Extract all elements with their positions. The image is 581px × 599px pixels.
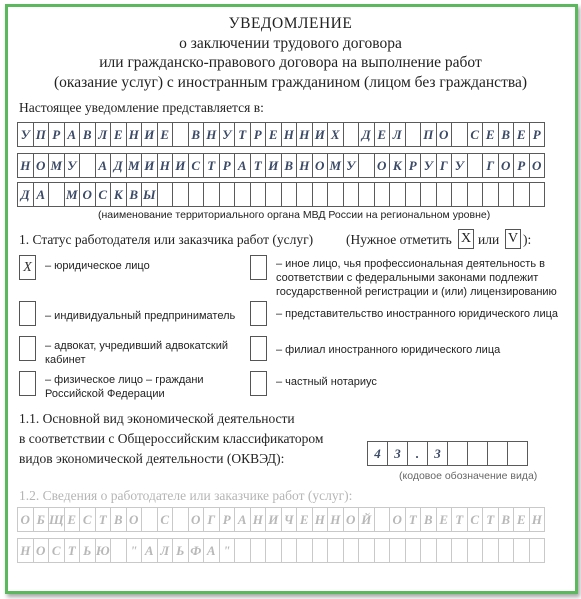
employer-name-cell[interactable]: А [203,538,220,563]
hint-v-mark: V [505,229,521,249]
employer-name-cell[interactable] [513,538,530,563]
employer-name-cell[interactable] [296,538,313,563]
employer-name-cell[interactable]: О [389,507,406,532]
employer-name-cell[interactable]: Е [513,507,530,532]
org-name-cell[interactable]: П [420,122,437,147]
org-name-cell[interactable]: В [188,122,205,147]
org-name-cell[interactable]: К [110,182,127,207]
employer-name-cell[interactable]: Е [64,507,81,532]
org-name-cell[interactable] [172,122,189,147]
org-name-cell[interactable] [529,182,546,207]
org-name-cell[interactable] [405,182,422,207]
org-name-cell[interactable]: Е [513,122,530,147]
employer-name-cell[interactable] [234,538,251,563]
org-name-cell[interactable]: А [95,153,112,178]
org-name-cell[interactable]: С [188,153,205,178]
okved-code-cell[interactable] [467,441,488,466]
org-name-cell[interactable]: У [219,122,236,147]
org-name-cell[interactable] [498,182,515,207]
employer-name-cell[interactable] [265,538,282,563]
org-name-row-1[interactable] [17,122,545,147]
section1-heading: 1. Статус работодателя или заказчика работ (услуг) [19,232,314,247]
org-name-cell[interactable]: О [498,153,515,178]
org-name-cell[interactable]: Н [157,153,174,178]
employer-name-cell[interactable]: Н [327,507,344,532]
hint-x-mark: X [458,229,474,249]
org-name-cell[interactable]: И [141,122,158,147]
org-name-cell[interactable] [203,182,220,207]
employer-name-cell[interactable]: А [234,507,251,532]
employer-name-cell[interactable] [110,538,127,563]
org-name-cell[interactable]: М [64,182,81,207]
org-name-cell[interactable]: К [389,153,406,178]
employer-name-cell[interactable]: Т [451,507,468,532]
employer-name-cell[interactable] [312,538,329,563]
employer-name-cell[interactable]: И [265,507,282,532]
org-name-cell[interactable]: Е [265,122,282,147]
org-name-cell[interactable]: Р [529,122,546,147]
form-subtitle-line-1: о заключении трудового договора [179,35,402,52]
employer-name-cell[interactable]: В [498,507,515,532]
org-name-cell[interactable]: Д [110,153,127,178]
org-name-cell[interactable] [451,122,468,147]
employer-name-cell[interactable]: Н [17,538,34,563]
org-name-cell[interactable]: О [374,153,391,178]
org-name-cell[interactable]: Д [358,122,375,147]
org-name-cell[interactable]: У [64,153,81,178]
employer-name-cell[interactable]: Н [250,507,267,532]
org-name-cell[interactable]: А [234,153,251,178]
org-name-cell[interactable]: Л [389,122,406,147]
org-name-cell[interactable] [451,182,468,207]
employer-name-cell[interactable] [498,538,515,563]
org-name-cell[interactable]: П [33,122,50,147]
checkbox-individual-entrepreneur[interactable] [19,301,36,326]
option-branch-label: – филиал иностранного юридического лица [276,344,501,356]
form-frame [5,4,578,594]
employer-name-cell[interactable] [281,538,298,563]
employer-name-cell[interactable]: В [110,507,127,532]
okved-label-line-1: 1.1. Основной вид экономической деятельности [19,411,295,426]
employer-name-cell[interactable]: Л [157,538,174,563]
org-name-cell[interactable]: В [126,182,143,207]
option-individual-entrepreneur-label: – индивидуальный предприниматель [45,310,236,322]
org-name-cell[interactable] [188,182,205,207]
okved-caption: (кодовое обозначение вида) [399,470,538,482]
employer-name-cell[interactable]: Й [358,507,375,532]
org-name-cell[interactable]: О [529,153,546,178]
org-name-cell[interactable]: В [498,122,515,147]
org-name-cell[interactable] [513,182,530,207]
section1-hint-suffix: ): [523,232,532,247]
employer-name-cell[interactable]: Е [436,507,453,532]
org-name-cell[interactable]: А [64,122,81,147]
employer-name-cell[interactable]: Ю [95,538,112,563]
section12-heading: 1.2. Сведения о работодателе или заказчике работ (услуг): [19,488,353,503]
option-other-person-label: – иное лицо, чья профессиональная деятельность в соответствии с федеральными законами подлежит государственной регистрации и (или) лицензированию [276,258,557,298]
org-name-cell[interactable]: И [141,153,158,178]
okved-label-line-2: в соответствии с Общероссийским классификатором [19,431,324,446]
org-name-cell[interactable]: Е [374,122,391,147]
checkbox-natural-person[interactable] [19,371,36,396]
okved-code-cell[interactable]: 4 [367,441,388,466]
org-name-cell[interactable]: М [126,153,143,178]
okved-code-cell[interactable]: . [407,441,428,466]
org-name-cell[interactable] [250,182,267,207]
employer-name-cell[interactable]: Т [405,507,422,532]
org-name-cell[interactable] [265,182,282,207]
section1-hint-or: или [478,232,500,247]
checkbox-other-person[interactable] [250,255,267,280]
employer-name-row-2[interactable] [17,538,545,563]
org-name-cell[interactable] [281,182,298,207]
org-name-cell[interactable] [172,182,189,207]
checkbox-branch[interactable] [250,336,267,361]
org-name-cell[interactable]: Д [17,182,34,207]
employer-name-cell[interactable]: Н [312,507,329,532]
org-name-cell[interactable]: В [79,122,96,147]
org-name-cell[interactable] [374,182,391,207]
okved-label-line-3: видов экономической деятельности (ОКВЭД): [19,451,285,466]
employer-name-cell[interactable]: Щ [48,507,65,532]
org-name-cell[interactable]: С [467,122,484,147]
checkbox-legal-entity[interactable]: X [19,255,36,280]
org-name-cell[interactable]: Н [126,122,143,147]
org-name-cell[interactable] [389,182,406,207]
org-name-cell[interactable]: И [172,153,189,178]
org-name-cell[interactable]: В [281,153,298,178]
employer-name-cell[interactable]: Е [296,507,313,532]
org-name-cell[interactable] [358,182,375,207]
org-name-cell[interactable]: О [312,153,329,178]
org-name-caption: (наименование территориального органа МВД России на региональном уровне) [98,209,491,221]
org-name-cell[interactable]: Р [219,153,236,178]
org-name-cell[interactable] [234,182,251,207]
org-name-cell[interactable]: У [420,153,437,178]
org-name-cell[interactable]: Е [110,122,127,147]
org-name-cell[interactable]: Л [95,122,112,147]
employer-name-cell[interactable] [374,507,391,532]
org-name-cell[interactable] [343,182,360,207]
employer-name-cell[interactable] [374,538,391,563]
employer-name-cell[interactable] [327,538,344,563]
employer-name-cell[interactable] [482,538,499,563]
option-legal-entity-label: – юридическое лицо [45,260,150,272]
org-name-cell[interactable]: А [33,182,50,207]
org-name-cell[interactable]: Е [482,122,499,147]
org-name-cell[interactable]: У [17,122,34,147]
org-name-cell[interactable]: У [343,153,360,178]
checkbox-notary[interactable] [250,371,267,396]
okved-code-cell[interactable]: 3 [387,441,408,466]
employer-name-cell[interactable] [389,538,406,563]
employer-name-cell[interactable]: О [33,538,50,563]
employer-name-cell[interactable] [529,538,546,563]
employer-name-cell[interactable]: О [188,507,205,532]
submitted-to-label: Настоящее уведомление представляется в: [19,100,264,115]
org-name-cell[interactable] [436,182,453,207]
employer-name-cell[interactable]: Ь [172,538,189,563]
employer-name-cell[interactable] [467,538,484,563]
org-name-cell[interactable]: Р [405,153,422,178]
employer-name-cell[interactable] [451,538,468,563]
employer-name-cell[interactable] [343,538,360,563]
employer-name-cell[interactable]: С [79,507,96,532]
org-name-cell[interactable]: Н [296,122,313,147]
employer-name-cell[interactable]: Ь [79,538,96,563]
form-subtitle-line-2: или гражданско-правового договора на выполнение работ [99,54,482,71]
org-name-cell[interactable] [467,182,484,207]
employer-name-cell[interactable]: О [126,507,143,532]
employer-name-cell[interactable]: С [157,507,174,532]
org-name-cell[interactable] [420,182,437,207]
employer-name-cell[interactable] [172,507,189,532]
employer-name-cell[interactable]: С [467,507,484,532]
org-name-cell[interactable] [48,182,65,207]
org-name-cell[interactable]: О [79,182,96,207]
checkbox-representative-office[interactable] [250,301,267,326]
option-representative-office-label: – представительство иностранного юридического лица [276,308,559,320]
org-name-cell[interactable]: И [312,122,329,147]
employer-name-cell[interactable]: Б [33,507,50,532]
org-name-cell[interactable]: Е [157,122,174,147]
org-name-cell[interactable]: Р [513,153,530,178]
org-name-cell[interactable]: Р [48,122,65,147]
employer-name-cell[interactable]: Р [219,507,236,532]
org-name-cell[interactable]: Р [250,122,267,147]
checkbox-lawyer[interactable] [19,336,36,361]
org-name-cell[interactable]: И [265,153,282,178]
employer-name-cell[interactable] [141,507,158,532]
option-notary-label: – частный нотариус [276,376,377,388]
org-name-cell[interactable]: М [48,153,65,178]
org-name-row-2[interactable] [17,153,545,178]
org-name-cell[interactable]: Г [482,153,499,178]
employer-name-cell[interactable]: Н [529,507,546,532]
org-name-cell[interactable]: Х [327,122,344,147]
org-name-cell[interactable] [219,182,236,207]
section1-hint-prefix: (Нужное отметить [346,232,452,247]
employer-name-cell[interactable]: Г [203,507,220,532]
employer-name-cell[interactable]: " [219,538,236,563]
org-name-cell[interactable]: Т [203,153,220,178]
org-name-cell[interactable]: Т [250,153,267,178]
employer-name-cell[interactable]: Т [482,507,499,532]
form-title: УВЕДОМЛЕНИЕ [228,15,353,32]
org-name-row-3[interactable] [17,182,545,207]
org-name-cell[interactable] [467,153,484,178]
org-name-cell[interactable]: М [327,153,344,178]
org-name-cell[interactable] [358,153,375,178]
okved-code-cell[interactable] [507,441,528,466]
option-natural-person-label: – физическое лицо – граждани Российской Федерации [45,374,204,400]
employer-name-cell[interactable]: В [420,507,437,532]
employer-name-cell[interactable] [420,538,437,563]
okved-code-cell[interactable] [487,441,508,466]
employer-name-cell[interactable]: Ф [188,538,205,563]
org-name-cell[interactable] [157,182,174,207]
employer-name-cell[interactable]: О [17,507,34,532]
org-name-cell[interactable] [405,122,422,147]
employer-name-cell[interactable]: С [48,538,65,563]
employer-name-cell[interactable] [250,538,267,563]
org-name-cell[interactable] [312,182,329,207]
okved-code-cell[interactable]: 3 [427,441,448,466]
org-name-cell[interactable] [327,182,344,207]
org-name-cell[interactable]: У [451,153,468,178]
option-lawyer-label: – адвокат, учредивший адвокатский кабинет [45,340,229,366]
org-name-cell[interactable] [343,122,360,147]
org-name-cell[interactable]: О [436,122,453,147]
employer-name-cell[interactable]: Т [64,538,81,563]
employer-name-cell[interactable]: О [343,507,360,532]
employer-name-cell[interactable] [436,538,453,563]
employer-name-cell[interactable]: " [126,538,143,563]
org-name-cell[interactable] [296,182,313,207]
org-name-cell[interactable]: Н [17,153,34,178]
form-subtitle-line-3: (оказание услуг) с иностранным гражданином (лицом без гражданства) [53,74,527,91]
org-name-cell[interactable] [482,182,499,207]
employer-name-cell[interactable] [358,538,375,563]
org-name-cell[interactable]: Г [436,153,453,178]
org-name-cell[interactable]: Н [203,122,220,147]
org-name-cell[interactable]: Н [296,153,313,178]
employer-name-cell[interactable]: Ч [281,507,298,532]
org-name-cell[interactable]: Т [234,122,251,147]
org-name-cell[interactable]: Н [281,122,298,147]
org-name-cell[interactable]: Ы [141,182,158,207]
okved-code-cell[interactable] [447,441,468,466]
org-name-cell[interactable]: О [33,153,50,178]
org-name-cell[interactable]: С [95,182,112,207]
employer-name-cell[interactable]: А [141,538,158,563]
employer-name-row-1[interactable] [17,507,545,532]
employer-name-cell[interactable] [405,538,422,563]
employer-name-cell[interactable]: Т [95,507,112,532]
org-name-cell[interactable] [79,153,96,178]
okved-code-field[interactable] [367,441,528,466]
